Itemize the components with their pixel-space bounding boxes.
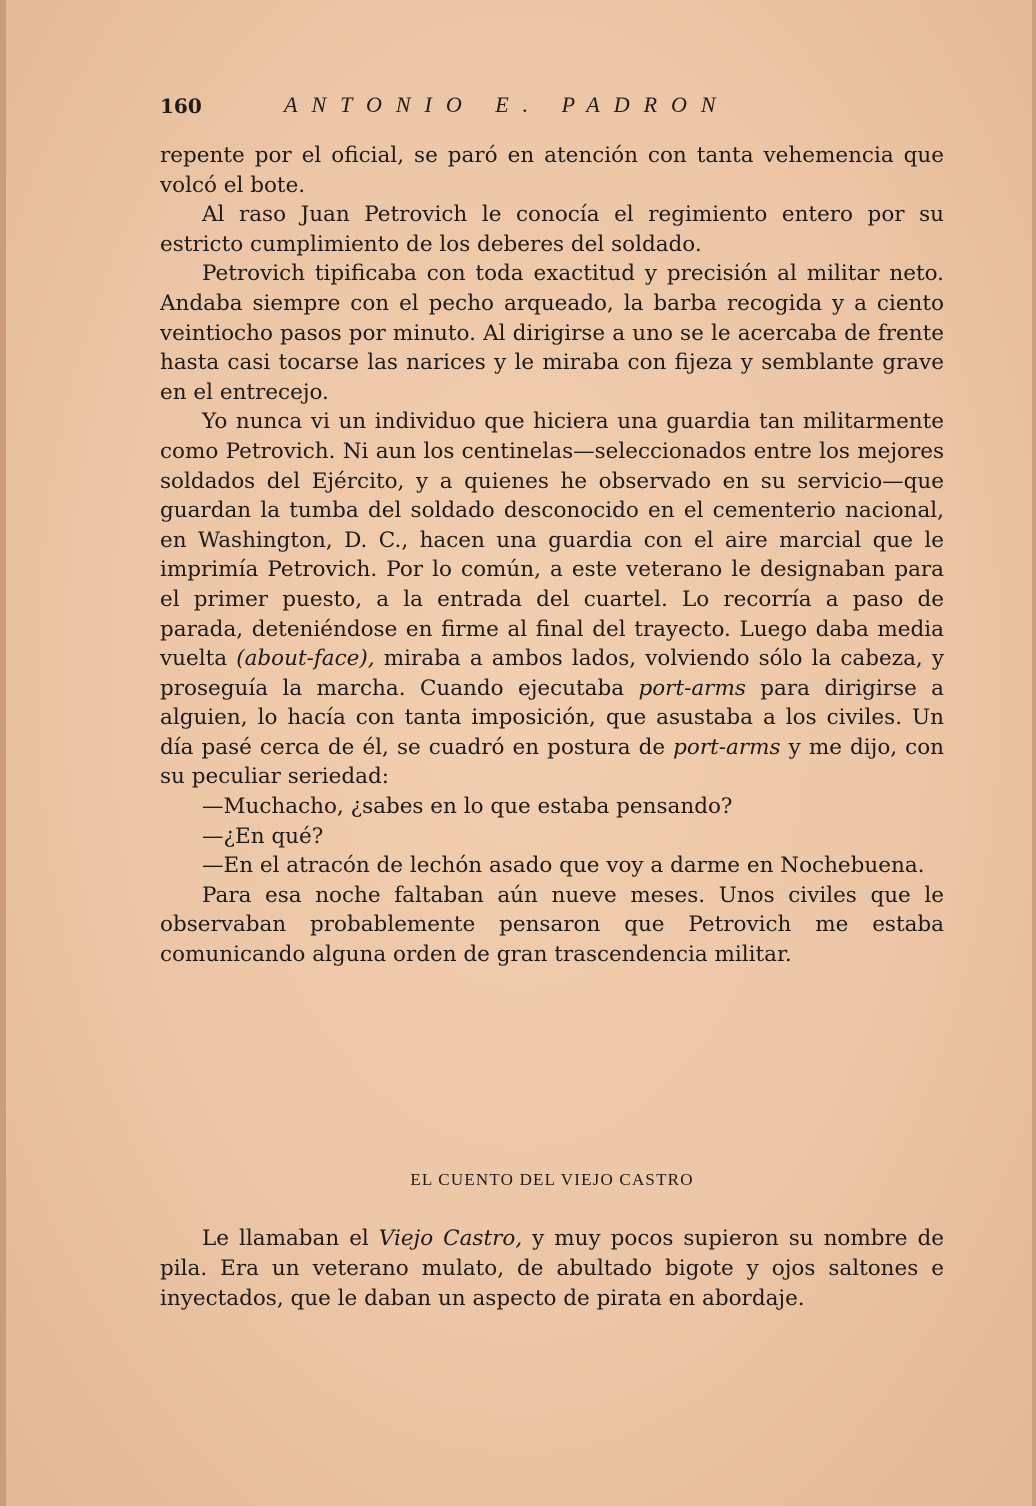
paragraph-4-part-c: para dirigirse a alguien, lo hacía con tanta imposición, que asustaba a los civiles. Un día pasé cerca de él, se cuadró en postura de <box>160 675 944 760</box>
section-paragraph-1 <box>160 1224 944 1314</box>
page-number: 160 <box>160 94 202 118</box>
paragraph-3: Petrovich tipificaba con toda exactitud y precisión al militar neto. Andaba siempre con el pecho arqueado, la barba recogida y a ciento veintiocho pasos por minuto. Al dirigirse a uno se le acercaba de frente hasta casi tocarse las narices y le miraba con fijeza y semblante grave en el entrecejo. <box>160 261 944 405</box>
paragraph-2: Al raso Juan Petrovich le conocía el regimiento entero por su estricto cumplimiento de los deberes del soldado. <box>160 202 944 257</box>
paragraph-1: repente por el oficial, se paró en atención con tanta vehemencia que volcó el bote. <box>160 143 944 198</box>
running-head <box>160 94 960 124</box>
author-running-title: ANTONIO E. PADRON <box>284 92 730 117</box>
dialogue-1: —Muchacho, ¿sabes en lo que estaba pensando? <box>202 794 733 820</box>
paragraph-4-part-a: Yo nunca vi un individuo que hiciera una guardia tan militarmente como Petrovich. Ni aun los centinelas—seleccionados entre los mejores soldados del Ejército, y a quienes he observado en su servicio—que guardan la tumba del soldado desconocido en el cementerio nacional, en Washington, D. C., hacen una guardia con el aire marcial que le imprimía Petrovich. Por lo común, a este veterano le designaban para el primer puesto, a la entrada del cuartel. Lo recorría a paso de parada, deteniéndose en firme al final del trayecto. Luego daba media vuelta <box>160 409 944 672</box>
section-paragraph-1-part-b: y muy pocos supieron su nombre de pila. Era un veterano mulato, de abultado bigote y ojos saltones e inyectados, que le daban un aspecto de pirata en abordaje. <box>160 1226 944 1311</box>
italic-about-face: (about-face), <box>236 646 375 672</box>
dialogue-2: —¿En qué? <box>202 823 324 849</box>
paragraph-4-part-d: y me dijo, con su peculiar seriedad: <box>160 734 944 790</box>
section-title: EL CUENTO DEL VIEJO CASTRO <box>410 1170 694 1189</box>
italic-viejo-castro: Viejo Castro, <box>378 1226 523 1251</box>
paragraph-4 <box>160 407 944 792</box>
section-text <box>160 1224 944 1314</box>
body-text <box>160 141 944 970</box>
italic-port-arms-2: port-arms <box>673 734 781 760</box>
italic-port-arms-1: port-arms <box>638 675 746 701</box>
section-paragraph-1-part-a: Le llamaban el <box>202 1226 379 1251</box>
paragraph-8: Para esa noche faltaban aún nueve meses. Unos civiles que le observaban probablemente pensaron que Petrovich me estaba comunicando alguna orden de gran trascendencia militar. <box>160 882 944 968</box>
dialogue-3: —En el atracón de lechón asado que voy a darme en Nochebuena. <box>202 853 925 879</box>
paragraph-4-part-b: miraba a ambos lados, volviendo sólo la cabeza, y proseguía la marcha. Cuando ejecutaba <box>160 646 944 701</box>
